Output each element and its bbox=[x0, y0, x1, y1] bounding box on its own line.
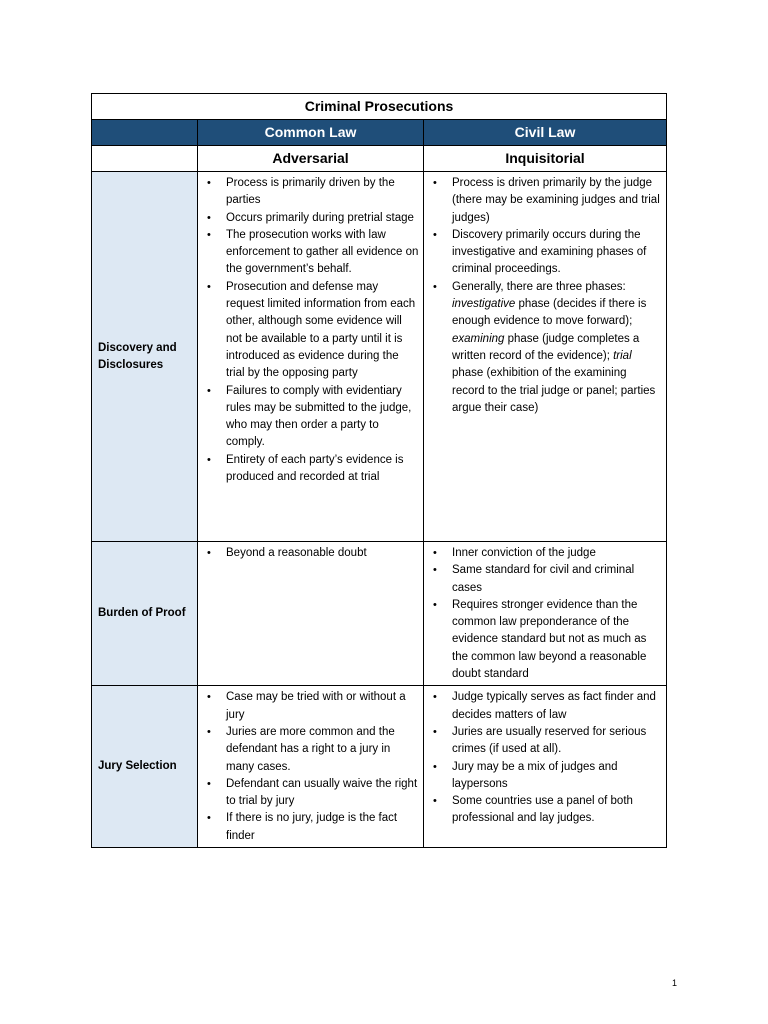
subheader-inquisitorial: Inquisitorial bbox=[505, 150, 585, 166]
list-item: • Beyond a reasonable doubt bbox=[198, 545, 419, 562]
phase-term-trial: trial bbox=[613, 349, 632, 362]
subheader-blank-cell bbox=[92, 146, 198, 172]
list-item: • Juries are usually reserved for serious crimes (if used at all). bbox=[424, 724, 662, 759]
list-item: • Case may be tried with or without a jury bbox=[198, 689, 419, 724]
header-common-law bbox=[198, 120, 424, 146]
header-civil-law bbox=[424, 120, 667, 146]
list-item: • Occurs primarily during pretrial stage bbox=[198, 210, 419, 227]
list-item-phases bbox=[424, 279, 662, 417]
criminal-prosecutions-table bbox=[91, 93, 667, 848]
list-item: • Requires stronger evidence than the common law preponderance of the evidence standard but not as much as the common law beyond a reasonable doubt standard bbox=[424, 597, 662, 683]
page-number: 1 bbox=[672, 978, 678, 988]
discovery-civil-law-cell bbox=[424, 172, 667, 542]
list-item: • Inner conviction of the judge bbox=[424, 545, 662, 562]
table-row-discovery bbox=[92, 172, 667, 542]
list-item: • The prosecution works with law enforcement to gather all evidence on the government’s behalf. bbox=[198, 227, 419, 279]
list-item: • Jury may be a mix of judges and laypersons bbox=[424, 759, 662, 794]
phase-desc: phase (judge completes a written record of the evidence); bbox=[452, 332, 640, 362]
list-item: • Process is primarily driven by the parties bbox=[198, 175, 419, 210]
subheader-adversarial: Adversarial bbox=[272, 150, 349, 166]
table-title: Criminal Prosecutions bbox=[92, 94, 667, 120]
phase-term-investigative: investigative bbox=[452, 298, 516, 311]
list-item: • Defendant can usually waive the right to trial by jury bbox=[198, 776, 419, 811]
phase-desc: phase (decides if there is enough evidence to move forward); bbox=[452, 298, 647, 328]
list-item: • If there is no jury, judge is the fact finder bbox=[198, 810, 419, 845]
burden-civil-law-cell bbox=[424, 542, 667, 686]
header-civil-law-label: Civil Law bbox=[514, 124, 576, 140]
row-label-line: Disclosures bbox=[98, 358, 164, 371]
row-label-discovery bbox=[92, 172, 198, 542]
phases-intro: Generally, there are three phases: bbox=[452, 280, 626, 293]
list-item: • Process is driven primarily by the judge (there may be examining judges and trial judges) bbox=[424, 175, 662, 227]
discovery-common-law-cell bbox=[198, 172, 424, 542]
row-label-jury bbox=[92, 686, 198, 848]
burden-common-law-cell bbox=[198, 542, 424, 686]
list-item: • Discovery primarily occurs during the investigative and examining phases of criminal proceedings. bbox=[424, 227, 662, 279]
table-row-burden bbox=[92, 542, 667, 686]
row-label-line: Burden of Proof bbox=[98, 607, 186, 620]
row-label-line: Discovery and bbox=[98, 341, 177, 354]
list-item: • Prosecution and defense may request limited information from each other, although some evidence will not be available to a party until it is introduced as evidence during the trial by the opposing party bbox=[198, 279, 419, 383]
jury-common-law-cell bbox=[198, 686, 424, 848]
list-item: • Some countries use a panel of both professional and lay judges. bbox=[424, 793, 662, 828]
phase-term-examining: examining bbox=[452, 332, 505, 345]
list-item: • Judge typically serves as fact finder and decides matters of law bbox=[424, 689, 662, 724]
subheader-common-law bbox=[198, 146, 424, 172]
jury-civil-law-cell bbox=[424, 686, 667, 848]
list-item: • Same standard for civil and criminal cases bbox=[424, 562, 662, 597]
row-label-burden bbox=[92, 542, 198, 686]
header-common-law-label: Common Law bbox=[264, 124, 357, 140]
subheader-civil-law bbox=[424, 146, 667, 172]
header-blank-cell bbox=[92, 120, 198, 146]
table-row-jury bbox=[92, 686, 667, 848]
row-label-line: Jury Selection bbox=[98, 760, 177, 773]
list-item: • Entirety of each party’s evidence is produced and recorded at trial bbox=[198, 452, 419, 487]
phase-desc: phase (exhibition of the examining record to the trial judge or panel; parties argue their case) bbox=[452, 367, 656, 414]
list-item: • Failures to comply with evidentiary rules may be submitted to the judge, who may then order a party to comply. bbox=[198, 383, 419, 452]
list-item: • Juries are more common and the defendant has a right to a jury in many cases. bbox=[198, 724, 419, 776]
